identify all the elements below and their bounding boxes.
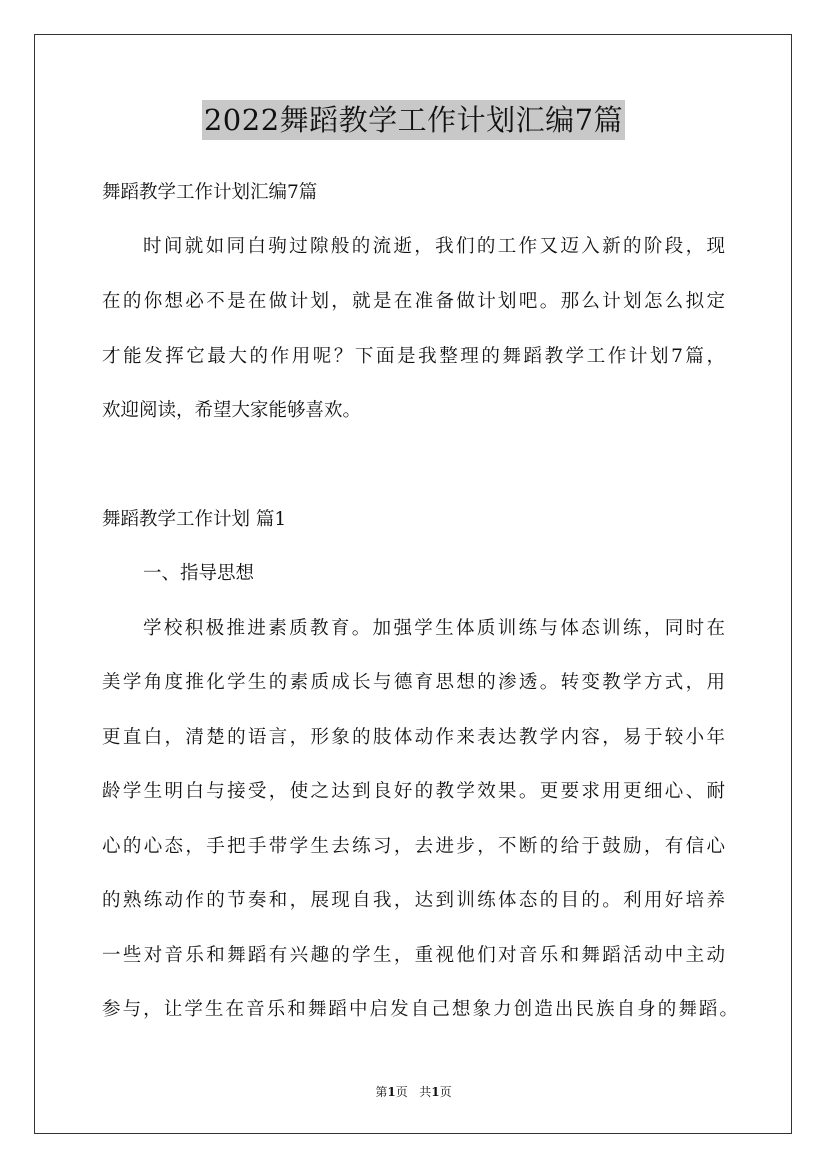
body-line: 参与，让学生在音乐和舞蹈中启发自己想象力创造出民族自身的舞蹈。: [102, 999, 738, 1020]
intro-line: 才能发挥它最大的作用呢？下面是我整理的舞蹈教学工作计划7篇，: [102, 346, 725, 367]
body-line: 美学角度推化学生的素质成长与德育思想的渗透。转变教学方式，用: [102, 672, 725, 693]
section-title: 舞蹈教学工作计划 篇1: [102, 509, 287, 530]
total-suffix: 页: [439, 1085, 452, 1099]
total-pages: 1: [431, 1085, 440, 1099]
intro-line: 在的你想必不是在做计划，就是在准备做计划吧。那么计划怎么拟定: [102, 291, 725, 312]
total-prefix: 共: [419, 1085, 432, 1099]
body-line: 更直白，清楚的语言，形象的肢体动作来表达教学内容，易于较小年: [102, 727, 725, 748]
intro-line: 欢迎阅读，希望大家能够喜欢。: [102, 400, 362, 421]
intro-line: 时间就如同白驹过隙般的流逝，我们的工作又迈入新的阶段，现: [143, 236, 725, 257]
document-subtitle: 舞蹈教学工作计划汇编7篇: [102, 182, 318, 203]
document-title: 2022舞蹈教学工作计划汇编7篇: [202, 100, 625, 140]
body-line: 的熟练动作的节奏和，展现自我，达到训练体态的目的。利用好培养: [102, 890, 725, 911]
title-container: [0, 100, 827, 140]
body-line: 学校积极推进素质教育。加强学生体质训练与体态训练，同时在: [143, 618, 725, 639]
page-suffix: 页: [395, 1085, 408, 1099]
section-heading: 一、指导思想: [143, 563, 255, 584]
body-line: 龄学生明白与接受，使之达到良好的教学效果。更要求用更细心、耐: [102, 781, 725, 802]
page-number: 1: [387, 1085, 396, 1099]
body-line: 心的心态，手把手带学生去练习，去进步，不断的给于鼓励，有信心: [102, 836, 725, 857]
page-prefix: 第: [375, 1085, 388, 1099]
page-footer: [0, 1084, 827, 1100]
body-line: 一些对音乐和舞蹈有兴趣的学生，重视他们对音乐和舞蹈活动中主动: [102, 945, 725, 966]
